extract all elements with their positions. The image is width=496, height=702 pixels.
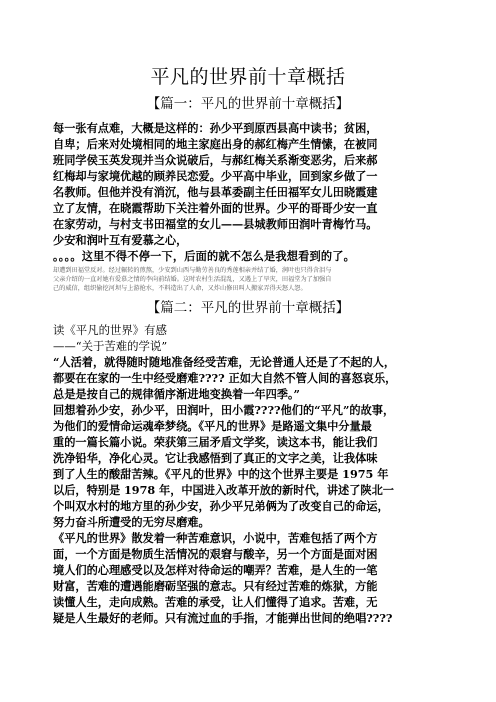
- section2-line: 《平凡的世界》散发着一种苦难意识，小说中，苦难包括了两个方: [53, 531, 378, 545]
- section2-line: 努力奋斗所遭受的无穷尽磨难。: [53, 515, 210, 529]
- section2-line: 为他们的爱情命运魂牵梦绕。《平凡的世界》是路遥文集中分量最: [53, 419, 372, 433]
- section2-line: ——“关于苦难的学说”: [53, 339, 168, 353]
- section2-line: 以后，特别是 1978 年，中国进入改革开放的新时代，讲述了陕北一: [53, 483, 394, 497]
- section1-line: 自卑；后来对处境相同的地主家庭出身的郝红梅产生情愫，在被同: [53, 137, 378, 151]
- document-title: 平凡的世界前十章概括: [150, 66, 346, 88]
- section2-line: 都要在在家的一生中经受磨难???? 正如大自然不管人间的喜怒哀乐，: [53, 371, 397, 385]
- section1-line: 每一张有点难，大概是这样的：孙少平到原西县高中读书；贫困，: [53, 121, 378, 135]
- section2-line: 面，一个方面是物质生活情况的艰窘与酸辛，另一个方面是面对困: [53, 547, 378, 561]
- section1-line: 红梅却与家境优越的顾养民恋爱。少平高中毕业，回到家乡做了一: [53, 169, 378, 183]
- section2-line: “人活着，就得随时随地准备经受苦难，无论普通人还是了不起的人，: [53, 355, 396, 369]
- section1-line: 少安和润叶互有爱慕之心，: [53, 233, 188, 247]
- section2-line: 重的一篇长篇小说。荣获第三届矛盾文学奖，读这本书，能让我们: [53, 435, 378, 449]
- section1-small-line: 己的威信，组织偷挖河坝与上游抢水，不料造出了人命，又炸山修田叫人搬家弄得天怒人怨。: [53, 285, 307, 292]
- section2-line: 总是是按自己的规律循序渐进地变换着一年四季。”: [53, 387, 300, 401]
- section2-line: 财富，苦难的遭遇能磨砺坚强的意志。只有经过苦难的炼狱，方能: [53, 579, 378, 593]
- section2-line: 境人们的心理感受以及怎样对待命运的嘲弄？苦难，是人生的一笔: [53, 563, 378, 577]
- section2-line: 读懂人生，走向成熟。苦难的承受，让人们懂得了追求。苦难，无: [53, 595, 378, 609]
- section2-line: 到了人生的酸甜苦辣。《平凡的世界》中的这个世界主要是 1975 年: [53, 467, 389, 481]
- section2-line: 疑是人生最好的老师。只有流过血的手指，才能弹出世间的绝唱????: [53, 611, 393, 625]
- section2-line: 洗净铅华，净化心灵。它让我感悟到了真正的文字之美，让我体味: [53, 451, 378, 465]
- section1-line: 立了友情，在晓霞帮助下关注着外面的世界。少平的哥哥少安一直: [53, 201, 378, 215]
- section2-line: 回想着孙少安，孙少平，田润叶，田小霞????他们的“平凡”的故事，: [53, 403, 395, 417]
- section2-line: 读《平凡的世界》有感: [53, 323, 167, 337]
- section1-line: 。。。。这里不得不停一下，后面的就不怎么是我想看到的了。: [53, 249, 356, 263]
- section1-line: 班同学侯玉英发现并当众说破后，与郝红梅关系渐变恶劣，后来郝: [53, 153, 378, 167]
- section1-small-line: 却遭到田福堂反对。经过辗转的煎熬，少安到山西与勤劳善良的秀莲相亲并结了婚，润叶也只得含泪与: [53, 267, 332, 274]
- section1-line: 在家劳动，与村支书田福堂的女儿——县城教师田润叶青梅竹马。: [53, 217, 378, 231]
- section2-heading: 【篇二：平凡的世界前十章概括】: [146, 300, 350, 316]
- section1-line: 名教师。但他并没有消沉，他与县革委副主任田福军女儿田晓霞建: [53, 185, 378, 199]
- section1-heading: 【篇一：平凡的世界前十章概括】: [146, 96, 350, 112]
- section1-small-line: 父亲介绍的一直对她有爱慕之情的李向前结婚。这时农村生活混乱，又遇上了旱灾，田福堂为了加强自: [53, 276, 332, 283]
- section2-line: 个叫双水村的地方里的孙少安，孙少平兄弟俩为了改变自己的命运，: [53, 499, 389, 513]
